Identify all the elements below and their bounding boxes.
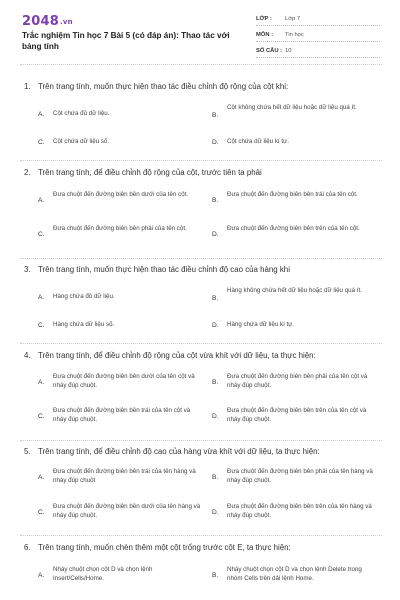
meta-label: MÔN : <box>256 32 274 38</box>
question-text: Trên trang tính, muốn thực hiện thao tác điều chỉnh độ cao của hàng khi <box>38 265 290 274</box>
option-letter: C. <box>38 139 45 146</box>
meta-value: Tin học <box>285 32 304 38</box>
option-text: Đưa chuột đến đường biên bên dưới của tên cột và nháy đúp chuột. <box>53 373 195 389</box>
option-letter: D. <box>212 231 219 238</box>
logo-suffix: .vn <box>59 18 73 26</box>
meta-row-subject <box>256 28 380 42</box>
option-letter: D. <box>212 322 219 329</box>
option-letter: C. <box>38 322 45 329</box>
option-letter: D. <box>212 413 219 420</box>
option-text: Đưa chuột đến đường biên bên phải của tên hàng và nháy đúp chuột. <box>227 468 373 484</box>
option-text: Hàng chứa dữ liệu kí tự. <box>227 321 295 328</box>
divider <box>20 343 382 344</box>
option-text: Đưa chuột đến đường biên bên dưới của tên hàng và nháy đúp chuột. <box>53 503 201 519</box>
question-2 <box>24 168 380 258</box>
option-letter: B. <box>212 112 219 119</box>
option-letter: D. <box>212 509 219 516</box>
option-letter: D. <box>212 139 219 146</box>
question-number: 1. <box>24 82 31 91</box>
divider <box>20 64 382 65</box>
option-text: Đưa chuột đến đường biên bên trên của tên hàng và nháy đúp chuột. <box>227 503 372 519</box>
option-letter: A. <box>38 111 45 118</box>
meta-row-grade <box>256 12 380 26</box>
option-letter: C. <box>38 413 45 420</box>
meta-panel <box>256 12 380 60</box>
question-text: Trên trang tính, để điều chỉnh độ cao của hàng vừa khít với dữ liệu, ta thực hiện: <box>38 447 320 456</box>
option-text: Hàng không chứa hết dữ liệu hoặc dữ liệu quá ít. <box>227 287 362 294</box>
option-text: Hàng chứa dữ liệu số. <box>53 321 115 328</box>
option-text: Đưa chuột đến đường biên bên trên của tên cột. <box>227 225 360 232</box>
option-letter: B. <box>212 197 219 204</box>
divider <box>20 535 382 536</box>
question-number: 3. <box>24 265 31 274</box>
option-text: Đưa chuột đến đường biên bên trái của tên cột. <box>227 191 358 198</box>
logo-main: 2048 <box>22 14 59 29</box>
option-text: Cột chứa đủ dữ liệu. <box>53 110 110 117</box>
option-text: Hàng chứa đủ dữ liệu. <box>53 293 115 300</box>
question-3 <box>24 265 380 343</box>
question-text: Trên trang tính, muốn chèn thêm một cột trống trước cột E, ta thực hiện: <box>38 543 291 552</box>
option-letter: B. <box>212 379 219 386</box>
option-text: Đưa chuột đến đường biên bên trái của tên hàng và nháy đúp chuột <box>53 468 196 484</box>
question-text: Trên trang tính, muốn thực hiện thao tác điều chỉnh độ rộng của cột khi: <box>38 82 289 91</box>
option-text: Cột chứa dữ liệu kí tự. <box>227 138 289 145</box>
question-5 <box>24 447 380 537</box>
option-letter: A. <box>38 572 45 579</box>
option-text: Đưa chuột đến đường biên bên trái của tên cột và nháy đúp chuột. <box>53 407 191 423</box>
option-text: Nháy chuột chọn cột D và chọn lệnh Delete trong nhóm Cells trên dải lệnh Home. <box>227 566 362 582</box>
question-text: Trên trang tính, để điều chỉnh độ rộng của cột, trước tiên ta phải <box>38 168 262 177</box>
option-text: Đưa chuột đến đường biên bên trên của tên cột và nháy đúp chuột. <box>227 407 367 423</box>
option-letter: B. <box>212 474 219 481</box>
option-text: Cột chứa dữ liệu số. <box>53 138 110 145</box>
option-letter: A. <box>38 294 45 301</box>
option-letter: B. <box>212 295 219 302</box>
question-4 <box>24 351 380 441</box>
option-letter: C. <box>38 231 45 238</box>
option-letter: A. <box>38 474 45 481</box>
option-letter: C. <box>38 509 45 516</box>
option-letter: A. <box>38 197 45 204</box>
document-header <box>0 0 400 62</box>
question-number: 6. <box>24 543 31 552</box>
site-logo[interactable] <box>22 14 73 29</box>
meta-value: Lớp 7 <box>285 16 301 22</box>
meta-row-count <box>256 44 380 58</box>
divider <box>20 440 382 441</box>
question-1 <box>24 82 380 160</box>
question-text: Trên trang tính, để điều chỉnh độ rộng của cột vừa khít với dữ liệu, ta thực hiện: <box>38 351 316 360</box>
option-letter: B. <box>212 572 219 579</box>
page-title: Trắc nghiệm Tin học 7 Bài 5 (có đáp án): Thao tác với bảng tính <box>22 31 230 51</box>
option-text: Đưa chuột đến đường biên bên dưới của tên cột. <box>53 191 189 198</box>
divider <box>20 160 382 161</box>
option-letter: A. <box>38 379 45 386</box>
option-text: Đưa chuột đến đường biên bên phải của tên cột. <box>53 225 187 232</box>
option-text: Nháy chuột chọn cột D và chọn lệnh Insert/Cells/Home. <box>53 566 153 582</box>
question-number: 2. <box>24 168 31 177</box>
meta-value: 10 <box>285 48 292 54</box>
question-number: 5. <box>24 447 31 456</box>
meta-label: LỚP : <box>256 16 272 22</box>
question-number: 4. <box>24 351 31 360</box>
option-text: Đưa chuột đến đường biên bên phải của tên cột và nháy đúp chuột. <box>227 373 368 389</box>
meta-label: SỐ CÂU : <box>256 48 283 54</box>
option-text: Cột không chứa hết dữ liệu hoặc dữ liệu quá ít. <box>227 104 357 111</box>
divider <box>20 258 382 259</box>
